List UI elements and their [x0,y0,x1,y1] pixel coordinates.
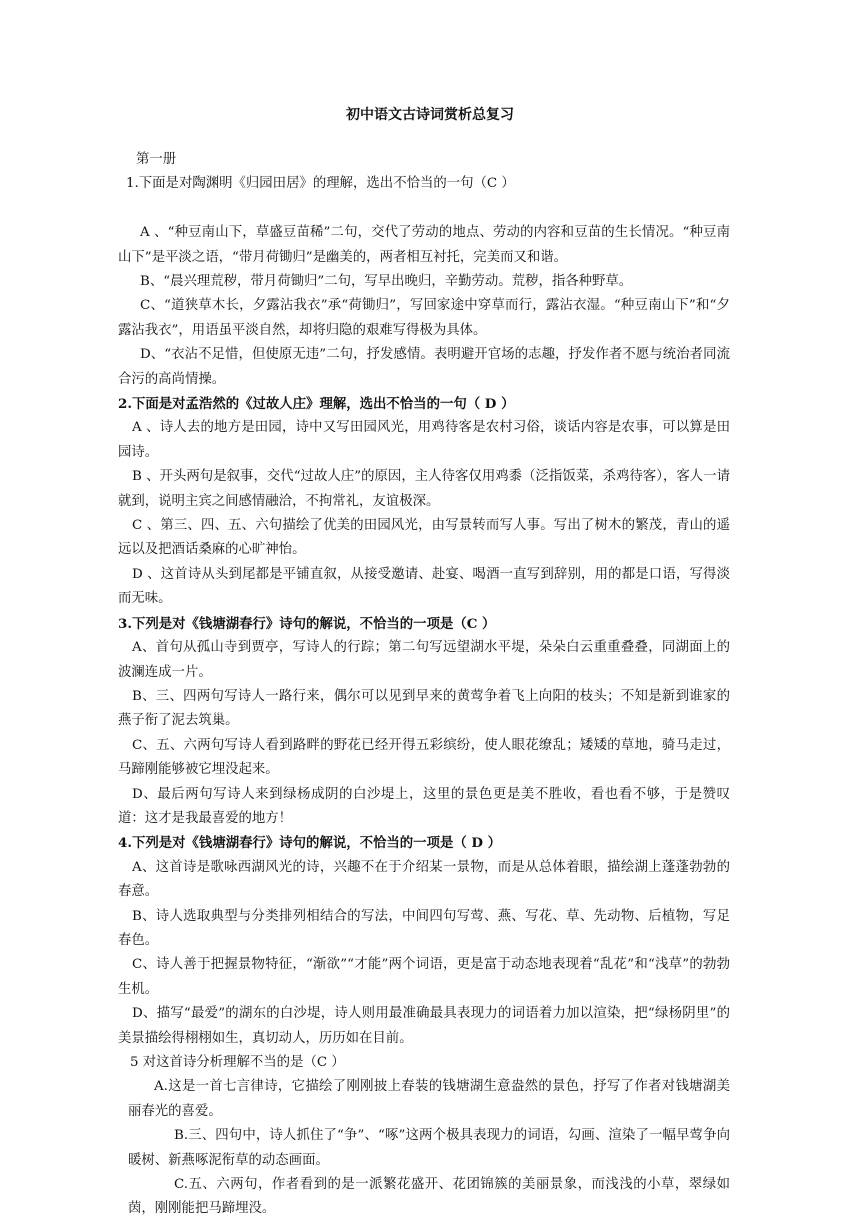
document-title: 初中语文古诗词赏析总复习 [346,107,514,123]
document-body [118,148,730,1222]
q4-stem: 4.下列是对《钱塘湖春行》诗句的解说，不恰当的一项是（ D ） [118,835,502,852]
q5-option-b: B.三、四句中，诗人抓住了“争”、“啄”这两个极具表现力的词语，勾画、渲染了一幅早莺争向 暖树、新燕啄泥衔草的动态画面。 [128,1128,730,1168]
q4-option-c: C、诗人善于把握景物特征，“渐欲”“才能”两个词语，更是富于动态地表现着“乱花”和“浅草”的勃勃生机。 [118,957,730,997]
q5-option-c: C.五、六两句，作者看到的是一派繁花盛开、花团锦簇的美丽景象，而浅浅的小草，翠绿如茵，刚刚能把马蹄埋没。 [128,1177,730,1217]
q2-stem: 2.下面是对孟浩然的《过故人庄》理解，选出不恰当的一句（ D ） [118,396,515,413]
q1-option-d: D、“衣沾不足惜，但使原无违”二句，抒发感情。表明避开官场的志趣，抒发作者不愿与统治者同流合污的高尚情操。 [118,347,730,387]
q3-option-b: B、三、四两句写诗人一路行来，偶尔可以见到早来的黄莺争着飞上向阳的枝头；不知是新到谁家的燕子衔了泥去筑巢。 [118,688,730,729]
q2-option-c: C 、第三、四、五、六句描绘了优美的田园风光，由写景转而写人事。写出了树木的繁茂，青山的遥远以及把酒话桑麻的心旷神怡。 [118,518,730,558]
q3-stem: 3.下列是对《钱塘湖春行》诗句的解说，不恰当的一项是（C ） [118,615,496,632]
blank-line [118,197,730,221]
q4-option-b: B、诗人选取典型与分类排列相结合的写法，中间四句写莺、燕、写花、草、先动物、后植物，写足春色。 [118,908,730,948]
q2-option-b: B 、开头两句是叙事，交代“过故人庄”的原因，主人待客仅用鸡黍（泛指饭菜，杀鸡待客），客人一请就到，说明主宾之间感情融洽，不拘常礼，友谊极深。 [118,469,730,509]
q2-option-a: A 、诗人去的地方是田园，诗中又写田园风光，用鸡待客是农村习俗，谈话内容是农事，可以算是田园诗。 [118,420,730,460]
q1-option-b: B、“晨兴理荒秽，带月荷锄归”二句，写早出晚归，辛勤劳动。荒秽，指各种野草。 [140,274,633,290]
q1-stem: 1.下面是对陶渊明《归园田居》的理解，选出不恰当的一句（C ） [126,176,515,192]
q1-option-a: A 、“种豆南山下，草盛豆苗稀”二句，交代了劳动的地点、劳动的内容和豆苗的生长情况。“种豆南山下”是平淡之语，“带月荷锄归”是幽美的，两者相互衬托，完美而又和谐。 [118,225,730,265]
q3-option-a: A、首句从孤山寺到贾亭，写诗人的行踪；第二句写远望湖水平堤，朵朵白云重重叠叠，同湖面上的波澜连成一片。 [118,640,730,680]
q5-option-a: A.这是一首七言律诗，它描绘了刚刚披上春装的钱塘湖生意盎然的景色，抒写了作者对钱塘湖美丽春光的喜爱。 [128,1079,730,1119]
volume-heading: 第一册 [136,152,177,167]
q4-option-a: A、这首诗是歌咏西湖风光的诗，兴趣不在于介绍某一景物，而是从总体着眼，描绘湖上蓬蓬勃勃的春意。 [118,859,730,900]
q3-option-d: D、最后两句写诗人来到绿杨成阴的白沙堤上，这里的景色更是美不胜收，看也看不够，于是赞叹道：这才是我最喜爱的地方！ [118,786,730,826]
q4-option-d: D、描写“最爱”的湖东的白沙堤，诗人则用最准确最具表现力的词语着力加以渲染，把“绿杨阴里”的美景描绘得栩栩如生，真切动人，历历如在目前。 [118,1006,730,1046]
q2-option-d: D 、这首诗从头到尾都是平铺直叙，从接受邀请、赴宴、喝酒一直写到辞别，用的都是口语，写得淡而无味。 [118,566,730,607]
q3-option-c: C、五、六两句写诗人看到路畔的野花已经开得五彩缤纷，使人眼花缭乱；矮矮的草地，骑马走过，马蹄刚能够被它埋没起来。 [118,737,730,778]
q5-stem: 5 对这首诗分析理解不当的是（C ） [130,1055,345,1071]
q1-option-c: C、“道狭草木长，夕露沾我衣”承“荷锄归”，写回家途中穿草而行，露沾衣湿。“种豆南山下”和“夕露沾我衣”，用语虽平淡自然，却将归隐的艰难写得极为具体。 [118,298,730,338]
